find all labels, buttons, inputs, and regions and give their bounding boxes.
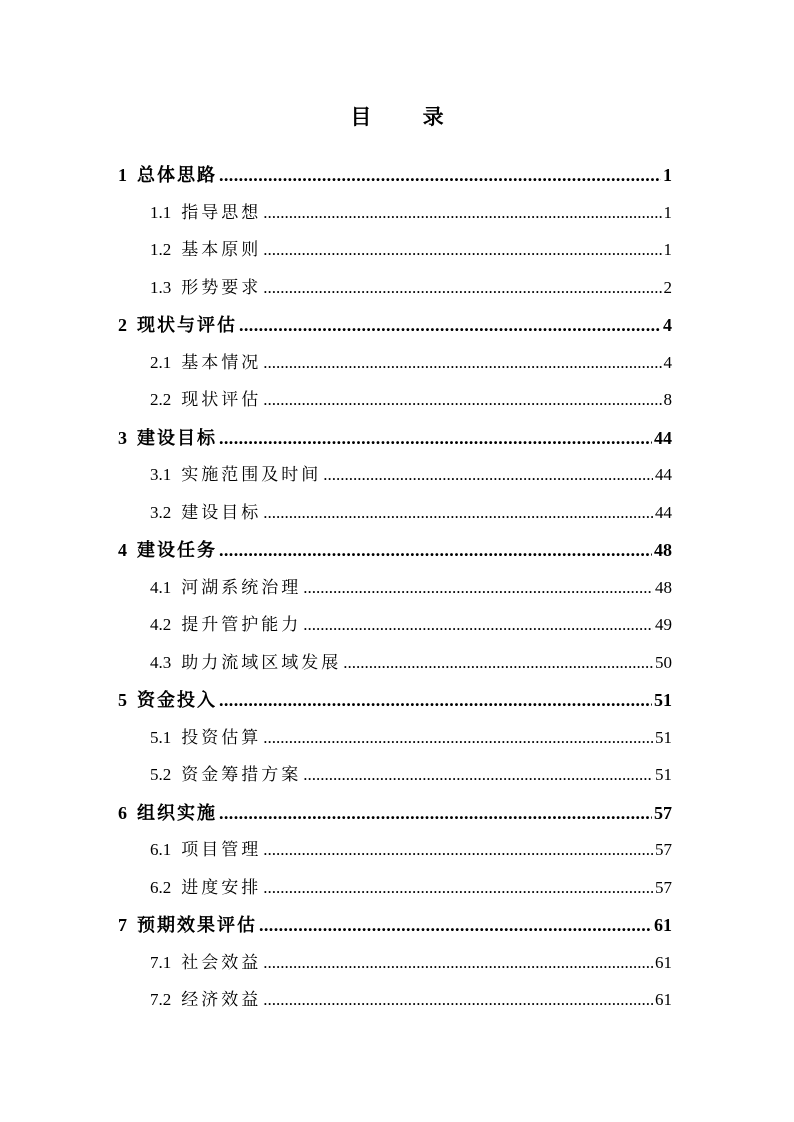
toc-entry-title: 指导思想 [181, 202, 262, 223]
toc-entry-title: 河湖系统治理 [181, 577, 302, 598]
toc-entry-title: 项目管理 [181, 840, 262, 860]
toc-entry-title: 建设任务 [137, 540, 217, 561]
toc-page-number: 44 [654, 427, 672, 448]
toc-page-number: 61 [655, 990, 672, 1009]
toc-page-number: 4 [663, 315, 672, 335]
toc-entry-number: 2 [118, 315, 127, 335]
toc-page-number: 44 [655, 502, 672, 522]
toc-page-number: 49 [655, 615, 672, 634]
toc-entry-number: 6.1 [150, 840, 172, 859]
toc-entry-number: 3.1 [150, 465, 172, 484]
toc-dot-leader [263, 871, 653, 905]
toc-entry-number: 5.2 [150, 765, 172, 784]
toc-entry-number: 1 [118, 165, 127, 185]
toc-section-entry[interactable] [150, 646, 672, 680]
toc-section-entry[interactable] [150, 871, 672, 905]
toc-page-number: 44 [655, 465, 672, 484]
toc-section-entry[interactable] [150, 608, 672, 642]
toc-section-entry[interactable] [150, 496, 672, 530]
toc-page-number: 57 [655, 840, 672, 859]
toc-dot-leader [219, 421, 652, 455]
toc-dot-leader [263, 496, 653, 530]
toc-entry-number: 7 [118, 915, 127, 935]
toc-section-entry[interactable] [150, 346, 672, 380]
toc-dot-leader [219, 683, 652, 717]
toc-dot-leader [323, 458, 653, 492]
toc-page-number: 57 [655, 877, 672, 897]
toc-section-entry[interactable] [150, 833, 672, 867]
toc-dot-leader [303, 758, 653, 792]
toc-entry-number: 4.2 [150, 615, 172, 634]
toc-entry-title: 建设目标 [181, 502, 262, 523]
toc-dot-leader [263, 346, 661, 380]
toc-dot-leader [219, 533, 652, 567]
toc-page-number: 50 [655, 652, 672, 672]
toc-dot-leader [303, 571, 653, 605]
toc-dot-leader [263, 233, 661, 267]
toc-page-number: 1 [663, 165, 672, 185]
toc-chapter-entry[interactable] [118, 908, 672, 942]
toc-entry-title: 形势要求 [181, 277, 262, 298]
toc-entry-title: 资金筹措方案 [181, 765, 302, 785]
toc-page-number: 1 [663, 202, 672, 222]
toc-entry-title: 进度安排 [181, 877, 262, 898]
toc-page-number: 4 [663, 352, 672, 372]
toc-dot-leader [263, 383, 661, 417]
toc-dot-leader [263, 946, 653, 980]
toc-entry-number: 3.2 [150, 502, 172, 522]
toc-dot-leader [263, 983, 653, 1017]
toc-dot-leader [263, 721, 653, 755]
toc-entry-title: 经济效益 [181, 990, 262, 1010]
toc-entry-title: 社会效益 [181, 952, 262, 973]
toc-section-entry[interactable] [150, 721, 672, 755]
toc-entry-number: 7.2 [150, 990, 172, 1009]
toc-entry-title: 基本原则 [181, 240, 262, 260]
toc-entry-title: 投资估算 [181, 727, 262, 748]
toc-entry-title: 现状评估 [181, 390, 262, 410]
toc-dot-leader [263, 833, 653, 867]
toc-chapter-entry[interactable] [118, 308, 672, 342]
toc-chapter-entry[interactable] [118, 796, 672, 830]
toc-entry-title: 组织实施 [137, 802, 217, 824]
toc-entry-title: 助力流域区域发展 [181, 652, 342, 673]
toc-chapter-entry[interactable] [118, 683, 672, 717]
toc-entry-number: 1.2 [150, 240, 172, 259]
toc-section-entry[interactable] [150, 458, 672, 492]
toc-entry-title: 总体思路 [137, 165, 217, 186]
toc-entry-number: 6 [118, 802, 127, 823]
toc-page-number: 48 [654, 540, 672, 560]
toc-entry-number: 4.1 [150, 577, 172, 597]
toc-entry-title: 提升管护能力 [181, 615, 302, 635]
toc-dot-leader [303, 608, 653, 642]
toc-entry-title: 基本情况 [181, 352, 262, 373]
toc-section-entry[interactable] [150, 946, 672, 980]
toc-dot-leader [263, 271, 661, 305]
toc-entry-number: 2.2 [150, 390, 172, 409]
toc-entry-title: 建设目标 [137, 427, 217, 449]
toc-entry-title: 实施范围及时间 [181, 465, 322, 485]
toc-page-number: 61 [654, 915, 672, 935]
toc-dot-leader [343, 646, 653, 680]
toc-section-entry[interactable] [150, 196, 672, 230]
toc-dot-leader [219, 796, 652, 830]
toc-entry-number: 6.2 [150, 877, 172, 897]
toc-dot-leader [259, 908, 652, 942]
toc-chapter-entry[interactable] [118, 421, 672, 455]
toc-page-number: 51 [654, 690, 672, 710]
toc-entry-number: 1.1 [150, 202, 172, 222]
toc-section-entry[interactable] [150, 383, 672, 417]
toc-entry-number: 4 [118, 540, 127, 560]
toc-dot-leader [263, 196, 661, 230]
toc-chapter-entry[interactable] [118, 533, 672, 567]
toc-chapter-entry[interactable] [118, 158, 672, 192]
toc-dot-leader [219, 158, 661, 192]
toc-entry-title: 预期效果评估 [137, 915, 257, 936]
toc-page-number: 1 [663, 240, 672, 259]
toc-entry-number: 1.3 [150, 277, 172, 297]
toc-entry-number: 7.1 [150, 952, 172, 972]
toc-page-number: 2 [663, 277, 672, 297]
toc-page-number: 61 [655, 952, 672, 972]
toc-section-entry[interactable] [150, 983, 672, 1017]
toc-page-number: 51 [655, 765, 672, 784]
toc-dot-leader [239, 308, 661, 342]
toc-page-number: 8 [663, 390, 672, 409]
toc-page-number: 51 [655, 727, 672, 747]
toc-entry-number: 5.1 [150, 727, 172, 747]
toc-entry-title: 现状与评估 [137, 315, 237, 336]
toc-section-entry[interactable] [150, 233, 672, 267]
toc-section-entry[interactable] [150, 571, 672, 605]
toc-section-entry[interactable] [150, 271, 672, 305]
toc-entry-number: 5 [118, 690, 127, 710]
toc-entry-number: 2.1 [150, 352, 172, 372]
toc-entry-number: 4.3 [150, 652, 172, 672]
toc-page-number: 57 [654, 802, 672, 823]
toc-entry-number: 3 [118, 427, 127, 448]
toc-section-entry[interactable] [150, 758, 672, 792]
toc-title: 目 录 [350, 104, 466, 129]
toc-page-number: 48 [655, 577, 672, 597]
toc-entry-title: 资金投入 [137, 690, 217, 711]
